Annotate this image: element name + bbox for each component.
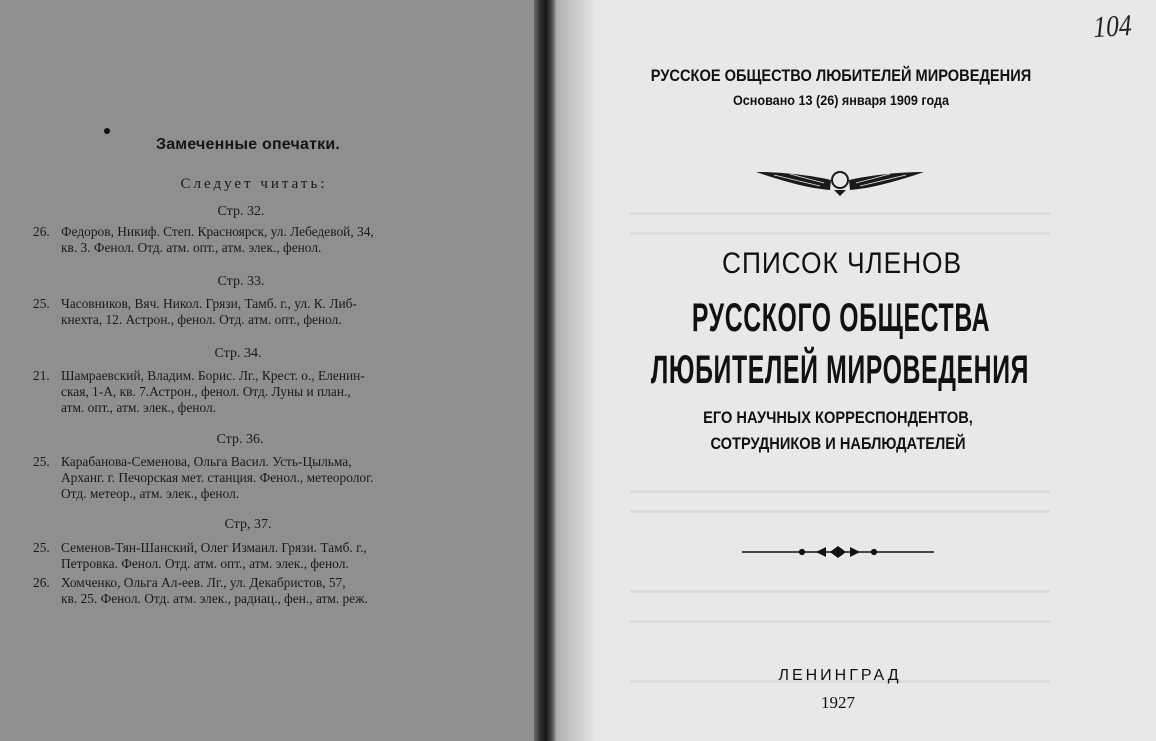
entry-line: Федоров, Никиф. Степ. Красноярск, ул. Лебедевой, 34, [61,224,374,239]
entry-line: кв. 25. Фенол. Отд. атм. элек., радиац., фен., атм. реж. [61,591,368,606]
bleed-through-line [630,620,1050,623]
society-name: РУССКОЕ ОБЩЕСТВО ЛЮБИТЕЛЕЙ МИРОВЕДЕНИЯ [650,66,1032,85]
entry-line: Петровка. Фенол. Отд. атм. опт., атм. элек., фенол. [61,556,349,571]
book-spine [534,0,556,741]
entry-line: Хомченко, Ольга Ал-еев. Лг., ул. Декабристов, 57, [61,575,346,590]
ink-dot [104,128,110,134]
bleed-through-line [630,232,1050,235]
title-list-of-members: СПИСОК ЧЛЕНОВ [722,247,962,280]
entry-line: кнехта, 12. Астрон., фенол. Отд. атм. опт., фенол. [61,312,342,327]
handwritten-page-number: 104 [1092,8,1133,45]
ornamental-divider-icon [742,544,934,560]
entry-line: Арханг. г. Печорская мет. станция. Фенол., метеоролог. [61,470,374,485]
entry-number: 26. [33,224,50,239]
errata-subtitle: Следует читать: [180,176,328,192]
page-ref-34: Стр. 34. [214,346,262,361]
entry-line: ская, 1-А, кв. 7.Астрон., фенол. Отд. Луны и план., [61,384,351,399]
page-ref-36: Стр. 36. [216,432,264,447]
entry-line: Часовников, Вяч. Никол. Грязи, Тамб. г., ул. К. Либ- [61,296,357,311]
page-ref-32: Стр. 32. [217,204,265,219]
entry-number: 25. [33,540,50,555]
bleed-through-line [630,590,1050,593]
entry-number: 26. [33,575,50,590]
title-russian-society: РУССКОГО ОБЩЕСТВА [691,296,991,340]
founding-date: Основано 13 (26) января 1909 года [732,92,950,108]
entry-line: кв. 3. Фенол. Отд. атм. опт., атм. элек., фенол. [61,240,322,255]
entry-line: Семенов-Тян-Шанский, Олег Измаил. Грязи. Тамб. г., [61,540,367,555]
errata-title: Замеченные опечатки. [155,136,341,153]
publication-year: 1927 [821,693,855,712]
winged-sun-emblem-icon [754,166,926,198]
entry-number: 25. [33,296,50,311]
publication-city: ЛЕНИНГРАД [778,667,902,684]
bleed-through-line [630,212,1050,215]
subtitle-correspondents: ЕГО НАУЧНЫХ КОРРЕСПОНДЕНТОВ, [703,408,973,427]
entry-number: 21. [33,368,50,383]
entry-line: атм. опт., атм. элек., фенол. [61,400,216,415]
page-ref-33: Стр. 33. [217,274,265,289]
left-page-errata [0,0,534,741]
bleed-through-line [630,510,1050,513]
entry-line: Карабанова-Семенова, Ольга Васил. Усть-Цыльма, [61,454,352,469]
entry-line: Шамраевский, Владим. Борис. Лг., Крест. о., Еленин- [61,368,365,383]
subtitle-collaborators: СОТРУДНИКОВ И НАБЛЮДАТЕЛЕЙ [710,434,966,453]
entry-number: 25. [33,454,50,469]
entry-line: Отд. метеор., атм. элек., фенол. [61,486,240,501]
page-ref-37: Стр, 37. [224,517,272,532]
bleed-through-line [630,490,1050,493]
title-amateurs-of-world-study: ЛЮБИТЕЛЕЙ МИРОВЕДЕНИЯ [650,348,1030,392]
